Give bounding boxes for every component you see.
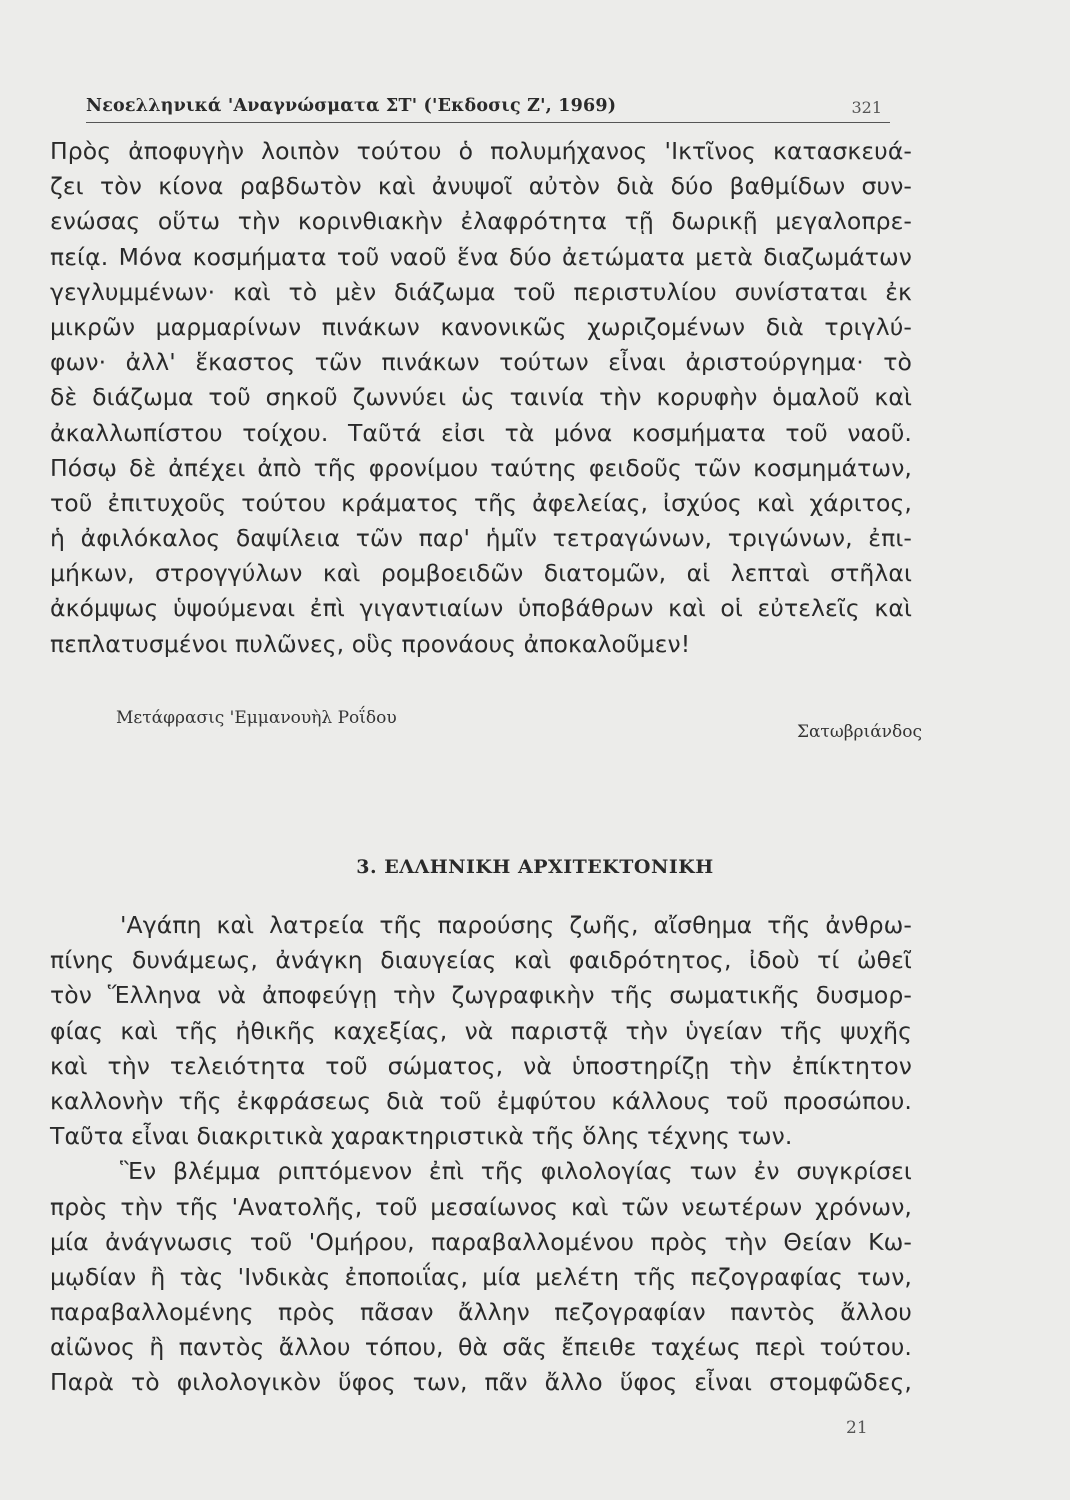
text-line: καλλονὴν τῆς ἐκφράσεως διὰ τοῦ ἐμφύτου κάλλους τοῦ προσώπου.: [50, 1086, 912, 1115]
text-line: πείᾳ. Μόνα κοσμήματα τοῦ ναοῦ ἕνα δύο ἀετώματα μετὰ διαζωμάτων: [50, 242, 912, 271]
text-line: πεπλατυσμένοι πυλῶνες, οὓς προνάους ἀποκαλοῦμεν!: [50, 629, 691, 658]
header-rule: [86, 122, 890, 123]
text-line: φίας καὶ τῆς ἠθικῆς καχεξίας, νὰ παριστᾷ τὴν ὑγείαν τῆς ψυχῆς: [50, 1016, 912, 1045]
text-line: αἰῶνος ἢ παντὸς ἄλλου τόπου, θὰ σᾶς ἔπειθε ταχέως περὶ τούτου.: [50, 1333, 912, 1362]
paragraph-parthenon: [50, 134, 912, 662]
signature-number: 21: [846, 1418, 868, 1438]
text-line: Ταῦτα εἶναι διακριτικὰ χαρακτηριστικὰ τῆς ὅλης τέχνης των.: [50, 1122, 793, 1151]
text-line: πίνης δυνάμεως, ἀνάγκη διαυγείας καὶ φαιδρότητος, ἰδοὺ τί ὠθεῖ: [50, 946, 912, 975]
author-credit: Σατωβριάνδος: [796, 722, 922, 742]
header-title: Νεοελληνικά 'Αναγνώσματα ΣΤ' ('Εκδοσις Ζ', 1969): [86, 96, 617, 116]
text-line: ζει τὸν κίονα ραβδωτὸν καὶ ἀνυψοῖ αὐτὸν διὰ δύο βαθμίδων συν-: [50, 172, 912, 201]
text-line: ἀκόμψως ὑψούμεναι ἐπὶ γιγαντιαίων ὑποβάθρων καὶ οἱ εὐτελεῖς καὶ: [50, 594, 912, 623]
text-line: Ἓν βλέμμα ριπτόμενον ἐπὶ τῆς φιλολογίας των ἐν συγκρίσει: [120, 1157, 912, 1186]
text-line: ἀκαλλωπίστου τοίχου. Ταῦτά εἰσι τὰ μόνα κοσμήματα τοῦ ναοῦ.: [50, 418, 912, 447]
text-line: Πόσῳ δὲ ἀπέχει ἀπὸ τῆς φρονίμου ταύτης φειδοῦς τῶν κοσμημάτων,: [50, 453, 912, 482]
text-line: μία ἀνάγνωσις τοῦ 'Ομήρου, παραβαλλομένου πρὸς τὴν Θείαν Κω-: [50, 1227, 912, 1256]
text-line: φων· ἀλλ' ἕκαστος τῶν πινάκων τούτων εἶναι ἀριστούργημα· τὸ: [50, 348, 912, 377]
text-line: δὲ διάζωμα τοῦ σηκοῦ ζωννύει ὡς ταινία τὴν κορυφὴν ὁμαλοῦ καὶ: [50, 383, 912, 412]
text-line: πρὸς τὴν τῆς 'Ανατολῆς, τοῦ μεσαίωνος καὶ τῶν νεωτέρων χρόνων,: [50, 1192, 912, 1221]
section-heading: 3. ΕΛΛΗΝΙΚΗ ΑΡΧΙΤΕΚΤΟΝΙΚΗ: [356, 856, 714, 878]
page-number: 321: [851, 98, 882, 117]
text-line: παραβαλλομένης πρὸς πᾶσαν ἄλλην πεζογραφίαν παντὸς ἄλλου: [50, 1298, 912, 1327]
translator-credit: Μετάφρασις 'Εμμανουὴλ Ροΐδου: [116, 708, 397, 728]
text-line: μῳδίαν ἢ τὰς 'Ινδικὰς ἐποποιΐας, μία μελέτη τῆς πεζογραφίας των,: [50, 1262, 912, 1291]
text-line: τὸν Ἕλληνα νὰ ἀποφεύγῃ τὴν ζωγραφικὴν τῆς σωματικῆς δυσμορ-: [50, 981, 912, 1010]
text-line: τοῦ ἐπιτυχοῦς τούτου κράματος τῆς ἀφελείας, ἰσχύος καὶ χάριτος,: [50, 488, 912, 517]
text-line: μικρῶν μαρμαρίνων πινάκων κανονικῶς χωριζομένων διὰ τριγλύ-: [50, 312, 912, 341]
text-line: Παρὰ τὸ φιλολογικὸν ὕφος των, πᾶν ἄλλο ὕφος εἶναι στομφῶδες,: [50, 1368, 912, 1397]
text-line: ενώσας οὕτω τὴν κορινθιακὴν ἐλαφρότητα τῇ δωρικῇ μεγαλοπρε-: [50, 207, 912, 236]
text-line: μήκων, στρογγύλων καὶ ρομβοειδῶν διατομῶν, αἱ λεπταὶ στῆλαι: [50, 559, 912, 588]
paragraph-greek-architecture: [50, 908, 912, 1401]
text-line: 'Αγάπη καὶ λατρεία τῆς παρούσης ζωῆς, αἴσθημα τῆς ἀνθρω-: [120, 911, 912, 939]
text-line: γεγλυμμένων· καὶ τὸ μὲν διάζωμα τοῦ περιστυλίου συνίσταται ἐκ: [50, 277, 912, 306]
text-line: καὶ τὴν τελειότητα τοῦ σώματος, νὰ ὑποστηρίζῃ τὴν ἐπίκτητον: [50, 1051, 912, 1080]
text-line: Πρὸς ἀποφυγὴν λοιπὸν τούτου ὁ πολυμήχανος 'Ικτῖνος κατασκευά-: [50, 137, 912, 165]
text-line: ἡ ἀφιλόκαλος δαψίλεια τῶν παρ' ἡμῖν τετραγώνων, τριγώνων, ἐπι-: [50, 524, 912, 553]
